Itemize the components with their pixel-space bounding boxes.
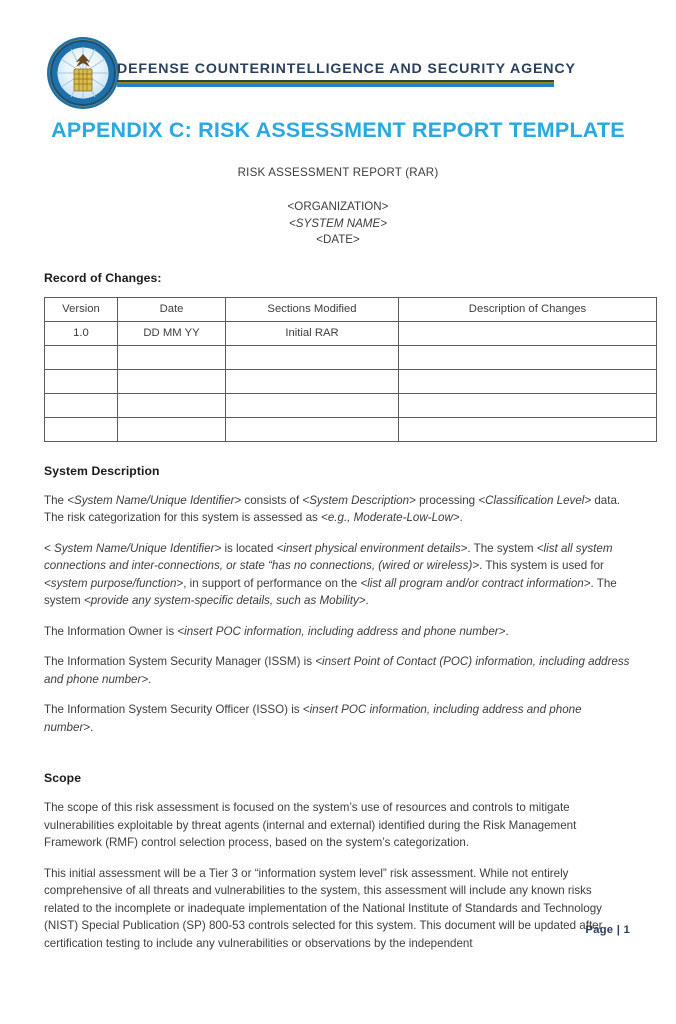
letterhead-rules <box>117 80 554 87</box>
record-of-changes-heading: Record of Changes: <box>44 270 162 285</box>
cell-sections-modified <box>226 345 399 369</box>
text-fragment: The Information System Security Officer (ISSO) is <box>44 703 303 716</box>
text-fragment: . <box>365 594 369 607</box>
placeholder-program-contract: <list all program and/or contract information> <box>360 576 591 590</box>
text-fragment: processing <box>415 493 479 507</box>
text-fragment: , in support of performance on the <box>183 576 361 590</box>
column-header-description-of-changes: Description of Changes <box>399 297 657 321</box>
org-block <box>0 199 676 249</box>
text-fragment: is located <box>221 541 277 555</box>
cell-version <box>45 345 118 369</box>
placeholder-risk-categorization: e.g., Moderate-Low-Low <box>327 511 453 524</box>
column-header-date: Date <box>118 297 226 321</box>
placeholder-system-name: <System Name/Unique Identifier> <box>67 493 242 507</box>
cell-date <box>118 393 226 417</box>
cell-date <box>118 345 226 369</box>
cell-description <box>399 369 657 393</box>
record-of-changes-table <box>44 297 657 442</box>
placeholder-system-purpose: <system purpose/function> <box>44 576 184 590</box>
scope-heading: Scope <box>44 771 82 785</box>
cell-version <box>45 393 118 417</box>
cell-version: 1.0 <box>45 321 118 345</box>
system-description-heading: System Description <box>44 463 160 478</box>
table-row <box>45 417 657 441</box>
table-header-row <box>45 297 657 321</box>
page-number-footer: Page | 1 <box>585 924 630 936</box>
cell-date: DD MM YY <box>118 321 226 345</box>
placeholder-connections: <list all system connections and inter-connections, or state “has no connections, (wired or wireless)> <box>44 541 613 572</box>
cell-sections-modified <box>226 417 399 441</box>
information-owner-paragraph <box>44 623 630 641</box>
table-row <box>45 321 657 345</box>
cell-description <box>399 321 657 345</box>
text-fragment: data. The risk categorization for this system is assessed as < <box>44 493 621 524</box>
dcsa-seal-icon <box>46 36 120 110</box>
date-placeholder: <DATE> <box>316 233 360 246</box>
placeholder-poc-info: <insert POC information, including address and phone number> <box>177 624 506 638</box>
text-fragment: consists of <box>241 493 303 507</box>
placeholder-system-description: <System Description> <box>302 493 416 507</box>
text-fragment: . This system is used for <box>479 559 604 572</box>
text-fragment: >. <box>452 511 463 524</box>
column-header-version: Version <box>45 297 118 321</box>
text-fragment: . The system <box>44 576 617 607</box>
report-subtitle: RISK ASSESSMENT REPORT (RAR) <box>237 166 439 179</box>
cell-description <box>399 393 657 417</box>
agency-title-block <box>117 60 640 87</box>
cell-sections-modified <box>226 369 399 393</box>
cell-sections-modified <box>226 393 399 417</box>
placeholder-poc-info: <insert POC information, including address and phone number> <box>44 703 582 734</box>
system-description-paragraph-1 <box>44 492 630 527</box>
document-body <box>0 249 676 953</box>
text-fragment: . <box>505 624 509 638</box>
rule-blue <box>117 84 554 87</box>
isso-paragraph <box>44 701 630 736</box>
column-header-sections-modified: Sections Modified <box>226 297 399 321</box>
cell-sections-modified: Initial RAR <box>226 321 399 345</box>
cell-description <box>399 345 657 369</box>
placeholder-poc-info: <insert Point of Contact (POC) information, including address and phone number> <box>44 655 630 686</box>
issm-paragraph <box>44 653 630 688</box>
table-row <box>45 369 657 393</box>
cell-description <box>399 417 657 441</box>
system-name-placeholder: <SYSTEM NAME> <box>289 216 387 230</box>
text-fragment: The Information System Security Manager (ISSM) is <box>44 655 316 668</box>
cell-version <box>45 369 118 393</box>
text-fragment: . <box>90 720 94 734</box>
placeholder-system-name: < System Name/Unique Identifier> <box>44 541 222 555</box>
text-fragment: . <box>148 672 152 686</box>
placeholder-physical-environment: <insert physical environment details> <box>276 541 468 555</box>
text-fragment: The Information Owner is <box>44 624 178 638</box>
table-row <box>45 345 657 369</box>
page-title: APPENDIX C: RISK ASSESSMENT REPORT TEMPLATE <box>51 118 625 142</box>
text-fragment: The <box>44 493 68 507</box>
cell-date <box>118 369 226 393</box>
placeholder-system-specific-details: <provide any system-specific details, such as Mobility> <box>83 594 366 607</box>
system-description-paragraph-2 <box>44 540 630 610</box>
cell-version <box>45 417 118 441</box>
scope-paragraph-2: This initial assessment will be a Tier 3 or “information system level” risk assessment. While not entirely comprehensive of all threats and vulnerabilities to the system, this assessment will include any known risks related to the incomplete or inadequate implementation of the National Institute of Standards and Technology (NIST) Special Publication (SP) 800-53 controls selected for this system. This document will be updated after certification testing to include any vulnerabilities or observations by the independent <box>44 866 603 950</box>
text-fragment: . The system <box>467 541 537 555</box>
organization-placeholder: <ORGANIZATION> <box>287 200 389 213</box>
agency-name: DEFENSE COUNTERINTELLIGENCE AND SECURITY AGENCY <box>117 61 576 77</box>
table-row <box>45 393 657 417</box>
cell-date <box>118 417 226 441</box>
scope-paragraph-1: The scope of this risk assessment is focused on the system’s use of resources and controls to mitigate vulnerabilities exploitable by threat agents (internal and external) identified during the Risk Management Framework (RMF) control selection process, based on the system’s categorization. <box>44 801 577 849</box>
placeholder-classification-level: <Classification Level> <box>478 493 592 507</box>
letterhead <box>0 0 676 100</box>
